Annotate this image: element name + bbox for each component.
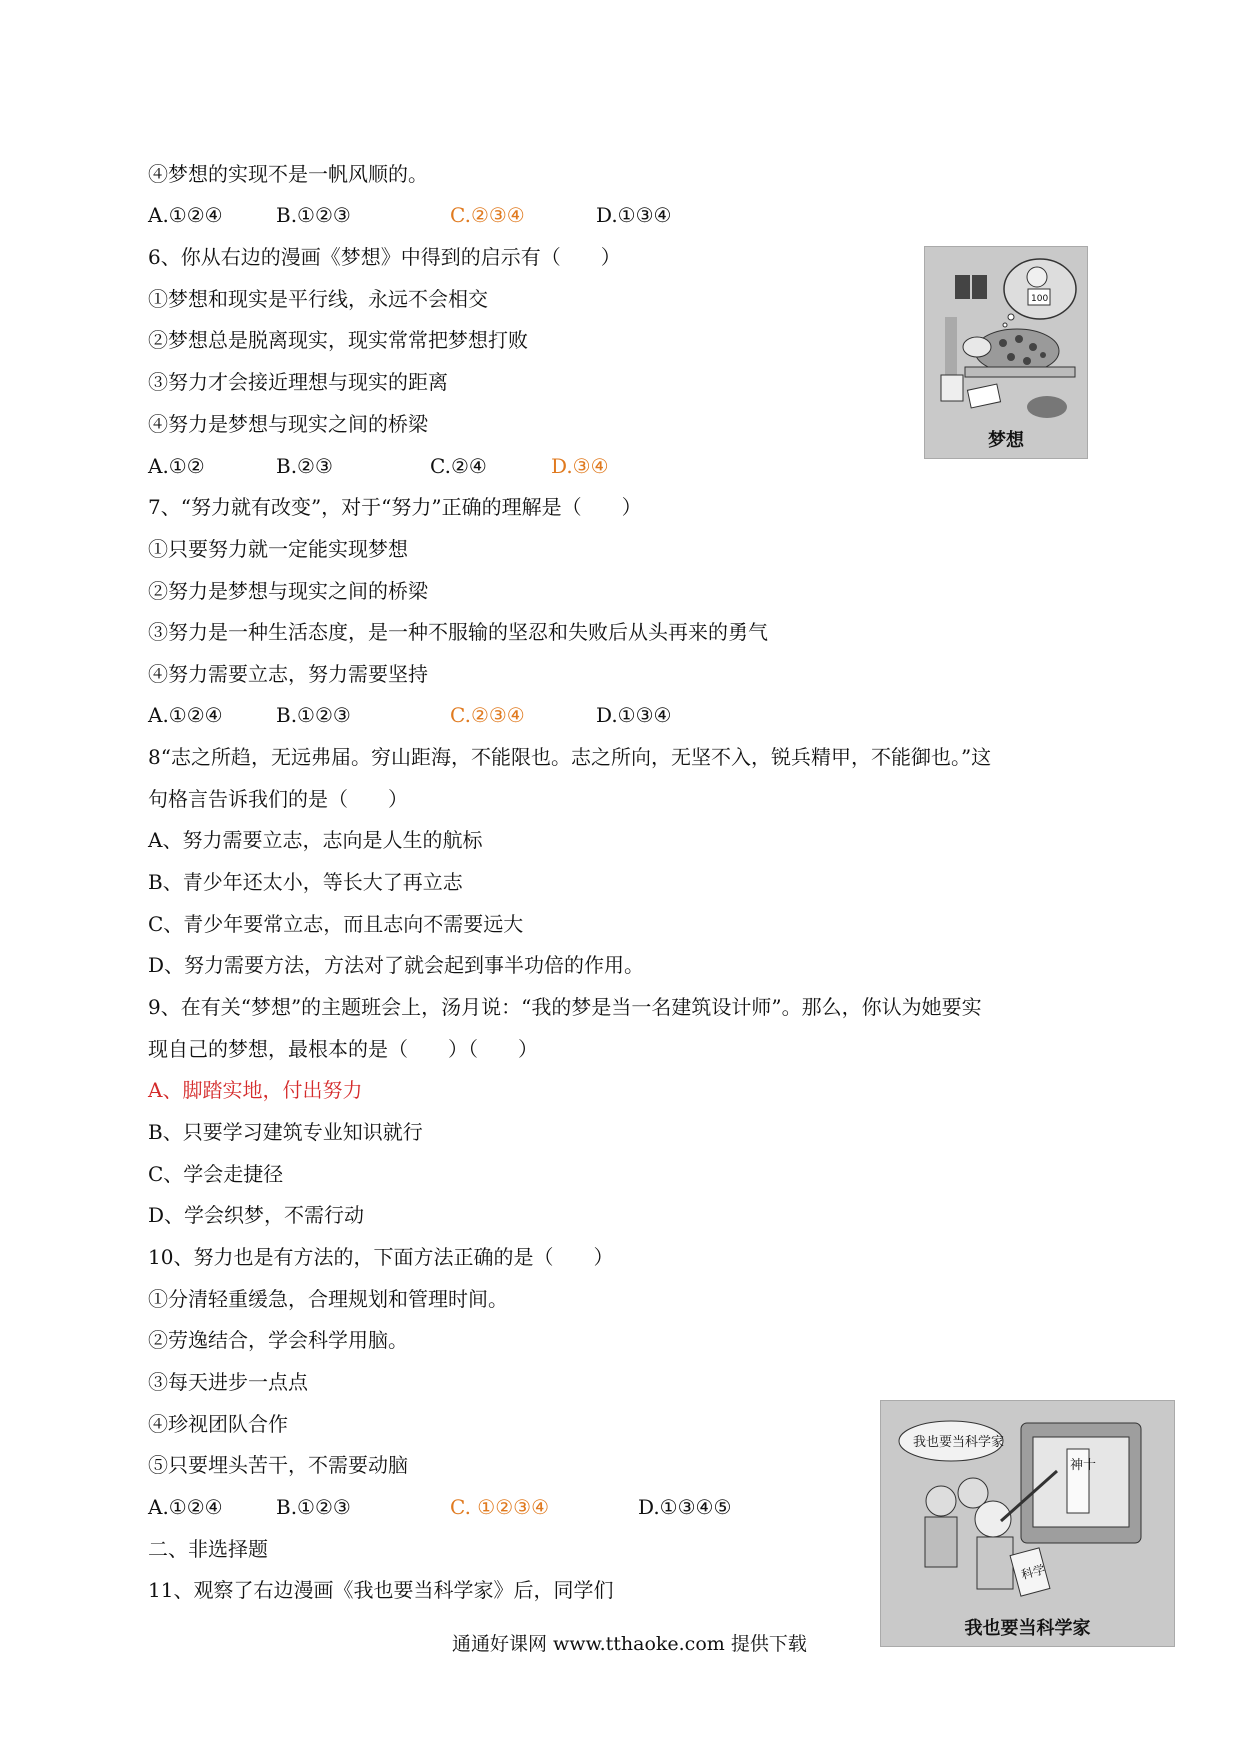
q10-option-b: B.①②③ [276,1495,351,1519]
section-2-heading: 二、非选择题 [148,1537,268,1561]
scientist-cartoon [880,1400,1175,1647]
q8-option-d: D、努力需要方法，方法对了就会起到事半功倍的作用。 [148,953,645,977]
q10-item-1: ①分清轻重缓急，合理规划和管理时间。 [148,1287,508,1311]
q7-option-a: A.①②④ [148,703,223,727]
q7-option-d: D.①③④ [596,703,672,727]
q7-option-c-answer: C.②③④ [450,703,525,727]
screen-text: 神十 [1070,1458,1097,1473]
q10-option-c-answer: C. ①②③④ [450,1495,550,1519]
q10-item-3: ③每天进步一点点 [148,1370,308,1394]
q10-option-a: A.①②④ [148,1495,223,1519]
q6-option-a: A.①② [148,454,205,478]
q9-option-c: C、学会走捷径 [148,1162,284,1186]
q9-option-b: B、只要学习建筑专业知识就行 [148,1120,423,1144]
q5-option-b: B.①②③ [276,203,351,227]
q7-item-3: ③努力是一种生活态度，是一种不服输的坚忍和失败后从头再来的勇气 [148,620,768,644]
q7-stem: 7、“努力就有改变”，对于“努力”正确的理解是（ ） [148,495,642,519]
q11-stem: 11、观察了右边漫画《我也要当科学家》后，同学们 [148,1578,614,1602]
dream-caption: 梦想 [988,430,1024,451]
dream-cartoon [924,246,1088,459]
q9-stem-line-1: 9、在有关“梦想”的主题班会上，汤月说：“我的梦是当一名建筑设计师”。那么，你认为她要实 [148,995,982,1019]
q5-option-c-answer: C.②③④ [450,203,525,227]
bed-post [945,317,957,377]
q8-stem-line-1: 8“志之所趋，无远弗届。穷山距海，不能限也。志之所向，无坚不入，锐兵精甲，不能御也。”这 [148,745,992,769]
q8-option-a: A、努力需要立志，志向是人生的航标 [148,828,483,852]
scientist-cartoon-drawing [881,1401,1174,1613]
q6-item-3: ③努力才会接近理想与现实的距离 [148,370,448,394]
q10-item-5: ⑤只要埋头苦干，不需要动脑 [148,1453,408,1477]
q8-option-c: C、青少年要常立志，而且志向不需要远大 [148,912,524,936]
pillow [963,337,991,357]
dream-score-text: 100 [1031,294,1049,304]
q10-option-d: D.①③④⑤ [638,1495,732,1519]
q6-item-2: ②梦想总是脱离现实，现实常常把梦想打败 [148,328,528,352]
scientist-caption: 我也要当科学家 [964,1618,1091,1639]
q6-stem: 6、你从右边的漫画《梦想》中得到的启示有（ ） [148,245,621,269]
q7-option-b: B.①②③ [276,703,351,727]
q6-item-4: ④努力是梦想与现实之间的桥梁 [148,412,428,436]
speech-bubble-text: 我也要当科学家 [913,1435,1005,1450]
dream-cartoon-drawing [925,247,1087,427]
page-footer: 通通好课网 www.tthaoke.com 提供下载 [452,1633,807,1655]
q10-item-2: ②劳逸结合，学会科学用脑。 [148,1328,408,1352]
q5-option-a: A.①②④ [148,203,223,227]
q5-item-4: ④梦想的实现不是一帆风顺的。 [148,162,428,186]
q7-item-4: ④努力需要立志，努力需要坚持 [148,662,428,686]
book-text: 科学 [1019,1562,1047,1583]
q8-stem-line-2: 句格言告诉我们的是（ ） [148,787,408,811]
cat [1027,396,1067,418]
q6-item-1: ①梦想和现实是平行线，永远不会相交 [148,287,488,311]
q9-option-a-answer: A、脚踏实地，付出努力 [148,1078,363,1102]
q10-item-4: ④珍视团队合作 [148,1412,288,1436]
q9-stem-line-2: 现自己的梦想，最根本的是（ ）（ ） [148,1037,538,1061]
q7-item-1: ①只要努力就一定能实现梦想 [148,537,408,561]
q6-option-b: B.②③ [276,454,333,478]
q6-option-d-answer: D.③④ [551,454,609,478]
q7-item-2: ②努力是梦想与现实之间的桥梁 [148,579,428,603]
q6-option-c: C.②④ [430,454,487,478]
q10-stem: 10、努力也是有方法的，下面方法正确的是（ ） [148,1245,614,1269]
alarm-clock [941,375,963,401]
q9-option-d: D、学会织梦，不需行动 [148,1203,365,1227]
q5-option-d: D.①③④ [596,203,672,227]
q8-option-b: B、青少年还太小，等长大了再立志 [148,870,463,894]
